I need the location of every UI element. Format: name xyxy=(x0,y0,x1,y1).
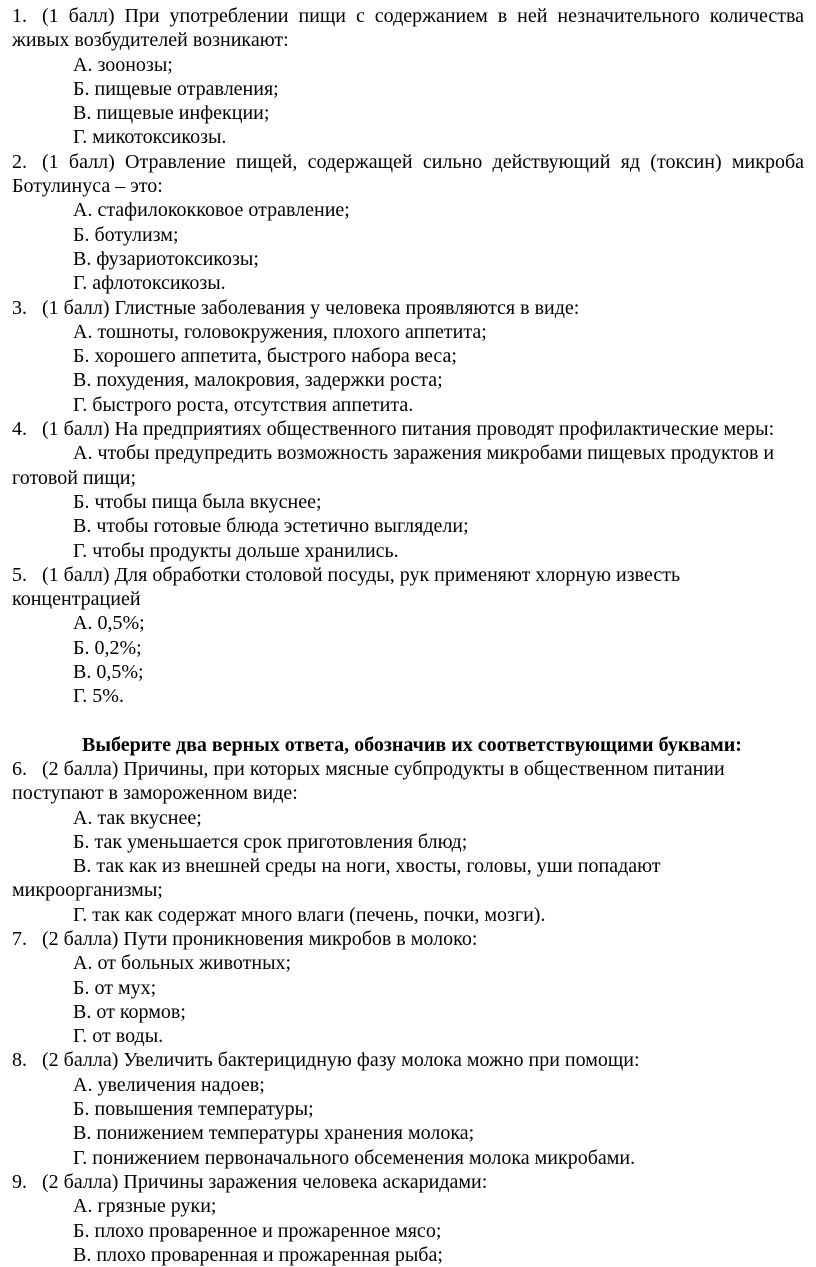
option-d: Г. 5%. xyxy=(73,685,124,708)
option-b: Б. так уменьшается срок приготовления блюд; xyxy=(73,830,468,853)
option-d: Г. быстрого роста, отсутствия аппетита. xyxy=(73,393,414,416)
option-a-continued: готовой пищи; xyxy=(12,466,136,489)
question-8 xyxy=(12,1048,804,1169)
option-a: А. стафилококковое отравление; xyxy=(73,199,350,222)
question-stem xyxy=(12,296,804,320)
option-b: Б. ботулизм; xyxy=(73,223,179,246)
question-6 xyxy=(12,757,804,927)
question-stem-continued: поступают в замороженном виде: xyxy=(12,782,298,805)
question-1 xyxy=(12,4,804,150)
question-text: (1 балл) На предприятиях общественного питания проводят профилактические меры: xyxy=(42,418,775,441)
question-stem-continued: концентрацией xyxy=(12,588,141,611)
option-b: Б. плохо проваренное и прожаренное мясо; xyxy=(73,1219,442,1242)
question-stem xyxy=(12,563,804,587)
question-stem-continued: живых возбудителей возникают: xyxy=(12,29,289,52)
question-number: 4. xyxy=(12,418,27,441)
option-a: А. грязные руки; xyxy=(73,1195,217,1218)
question-text: (2 балла) Пути проникновения микробов в молоко: xyxy=(42,927,478,950)
option-a: А. 0,5%; xyxy=(73,612,145,635)
question-number: 1. xyxy=(12,5,27,27)
option-c-continued: микроорганизмы; xyxy=(12,879,163,902)
option-c: В. фузариотоксикозы; xyxy=(73,247,259,270)
option-a: А. тошноты, головокружения, плохого аппетита; xyxy=(73,320,487,343)
question-text: (2 балла) Причины заражения человека аскаридами: xyxy=(42,1170,488,1193)
option-c: В. понижением температуры хранения молока; xyxy=(73,1122,475,1145)
question-text: (2 балла) Увеличить бактерицидную фазу молока можно при помощи: xyxy=(42,1049,640,1072)
option-a: А. зоонозы; xyxy=(73,53,173,76)
question-number: 3. xyxy=(12,296,27,319)
section-heading: Выберите два верных ответа, обозначив их соответствующими буквами: xyxy=(82,733,742,756)
question-2 xyxy=(12,150,804,296)
option-d: Г. от воды. xyxy=(73,1025,164,1048)
question-number: 9. xyxy=(12,1170,27,1193)
question-text: (1 балл) Отравление пищей, содержащей сильно действующий яд (токсин) микроба xyxy=(42,150,804,173)
option-b: Б. повышения температуры; xyxy=(73,1098,314,1121)
question-text: (2 балла) Причины, при которых мясные субпродукты в общественном питании xyxy=(42,757,725,780)
question-stem xyxy=(12,150,804,174)
option-a: А. от больных животных; xyxy=(73,952,292,975)
option-a: А. увеличения надоев; xyxy=(73,1073,265,1096)
option-c: В. от кормов; xyxy=(73,1000,186,1023)
option-d: Г. понижением первоначального обсеменения молока микробами. xyxy=(73,1146,636,1169)
question-text: (1 балл) Для обработки столовой посуды, рук применяют хлорную известь xyxy=(42,563,681,586)
question-3 xyxy=(12,296,804,417)
option-a: А. чтобы предупредить возможность заражения микробами пищевых продуктов и xyxy=(73,442,775,465)
question-number: 6. xyxy=(12,757,27,780)
option-b: Б. от мух; xyxy=(73,976,157,999)
question-9 xyxy=(12,1170,804,1267)
option-c: В. похудения, малокровия, задержки роста; xyxy=(73,369,443,392)
option-c: В. 0,5%; xyxy=(73,661,144,684)
question-stem xyxy=(12,927,804,951)
option-b: Б. пищевые отравления; xyxy=(73,77,279,100)
question-stem xyxy=(12,757,804,781)
option-b: Б. хорошего аппетита, быстрого набора веса; xyxy=(73,345,457,368)
option-c: В. чтобы готовые блюда эстетично выглядели; xyxy=(73,515,469,538)
question-text: (1 балл) При употреблении пищи с содержанием в ней незначительного количества xyxy=(42,5,804,27)
option-d: Г. микотоксикозы. xyxy=(73,126,227,149)
option-b: Б. 0,2%; xyxy=(73,636,142,659)
option-d: Г. чтобы продукты дольше хранились. xyxy=(73,539,399,562)
question-7 xyxy=(12,927,804,1048)
option-c: В. плохо проваренная и прожаренная рыба; xyxy=(73,1243,443,1266)
question-stem xyxy=(12,1048,804,1072)
test-document xyxy=(12,4,804,1267)
option-d: Г. так как содержат много влаги (печень, почки, мозги). xyxy=(73,903,546,926)
option-b: Б. чтобы пища была вкуснее; xyxy=(73,490,322,513)
question-number: 5. xyxy=(12,563,27,586)
option-c: В. пищевые инфекции; xyxy=(73,102,270,125)
question-number: 8. xyxy=(12,1049,27,1072)
question-5 xyxy=(12,563,804,709)
option-c: В. так как из внешней среды на ноги, хвосты, головы, уши попадают xyxy=(73,855,661,878)
question-stem xyxy=(12,417,804,441)
question-stem xyxy=(12,1170,804,1194)
option-d: Г. афлотоксикозы. xyxy=(73,272,226,295)
question-number: 2. xyxy=(12,150,27,173)
option-a: А. так вкуснее; xyxy=(73,806,202,829)
question-stem xyxy=(12,4,804,28)
question-number: 7. xyxy=(12,927,27,950)
question-text: (1 балл) Глистные заболевания у человека проявляются в виде: xyxy=(42,296,580,319)
question-stem-continued: Ботулинуса – это: xyxy=(12,175,163,198)
question-4 xyxy=(12,417,804,563)
